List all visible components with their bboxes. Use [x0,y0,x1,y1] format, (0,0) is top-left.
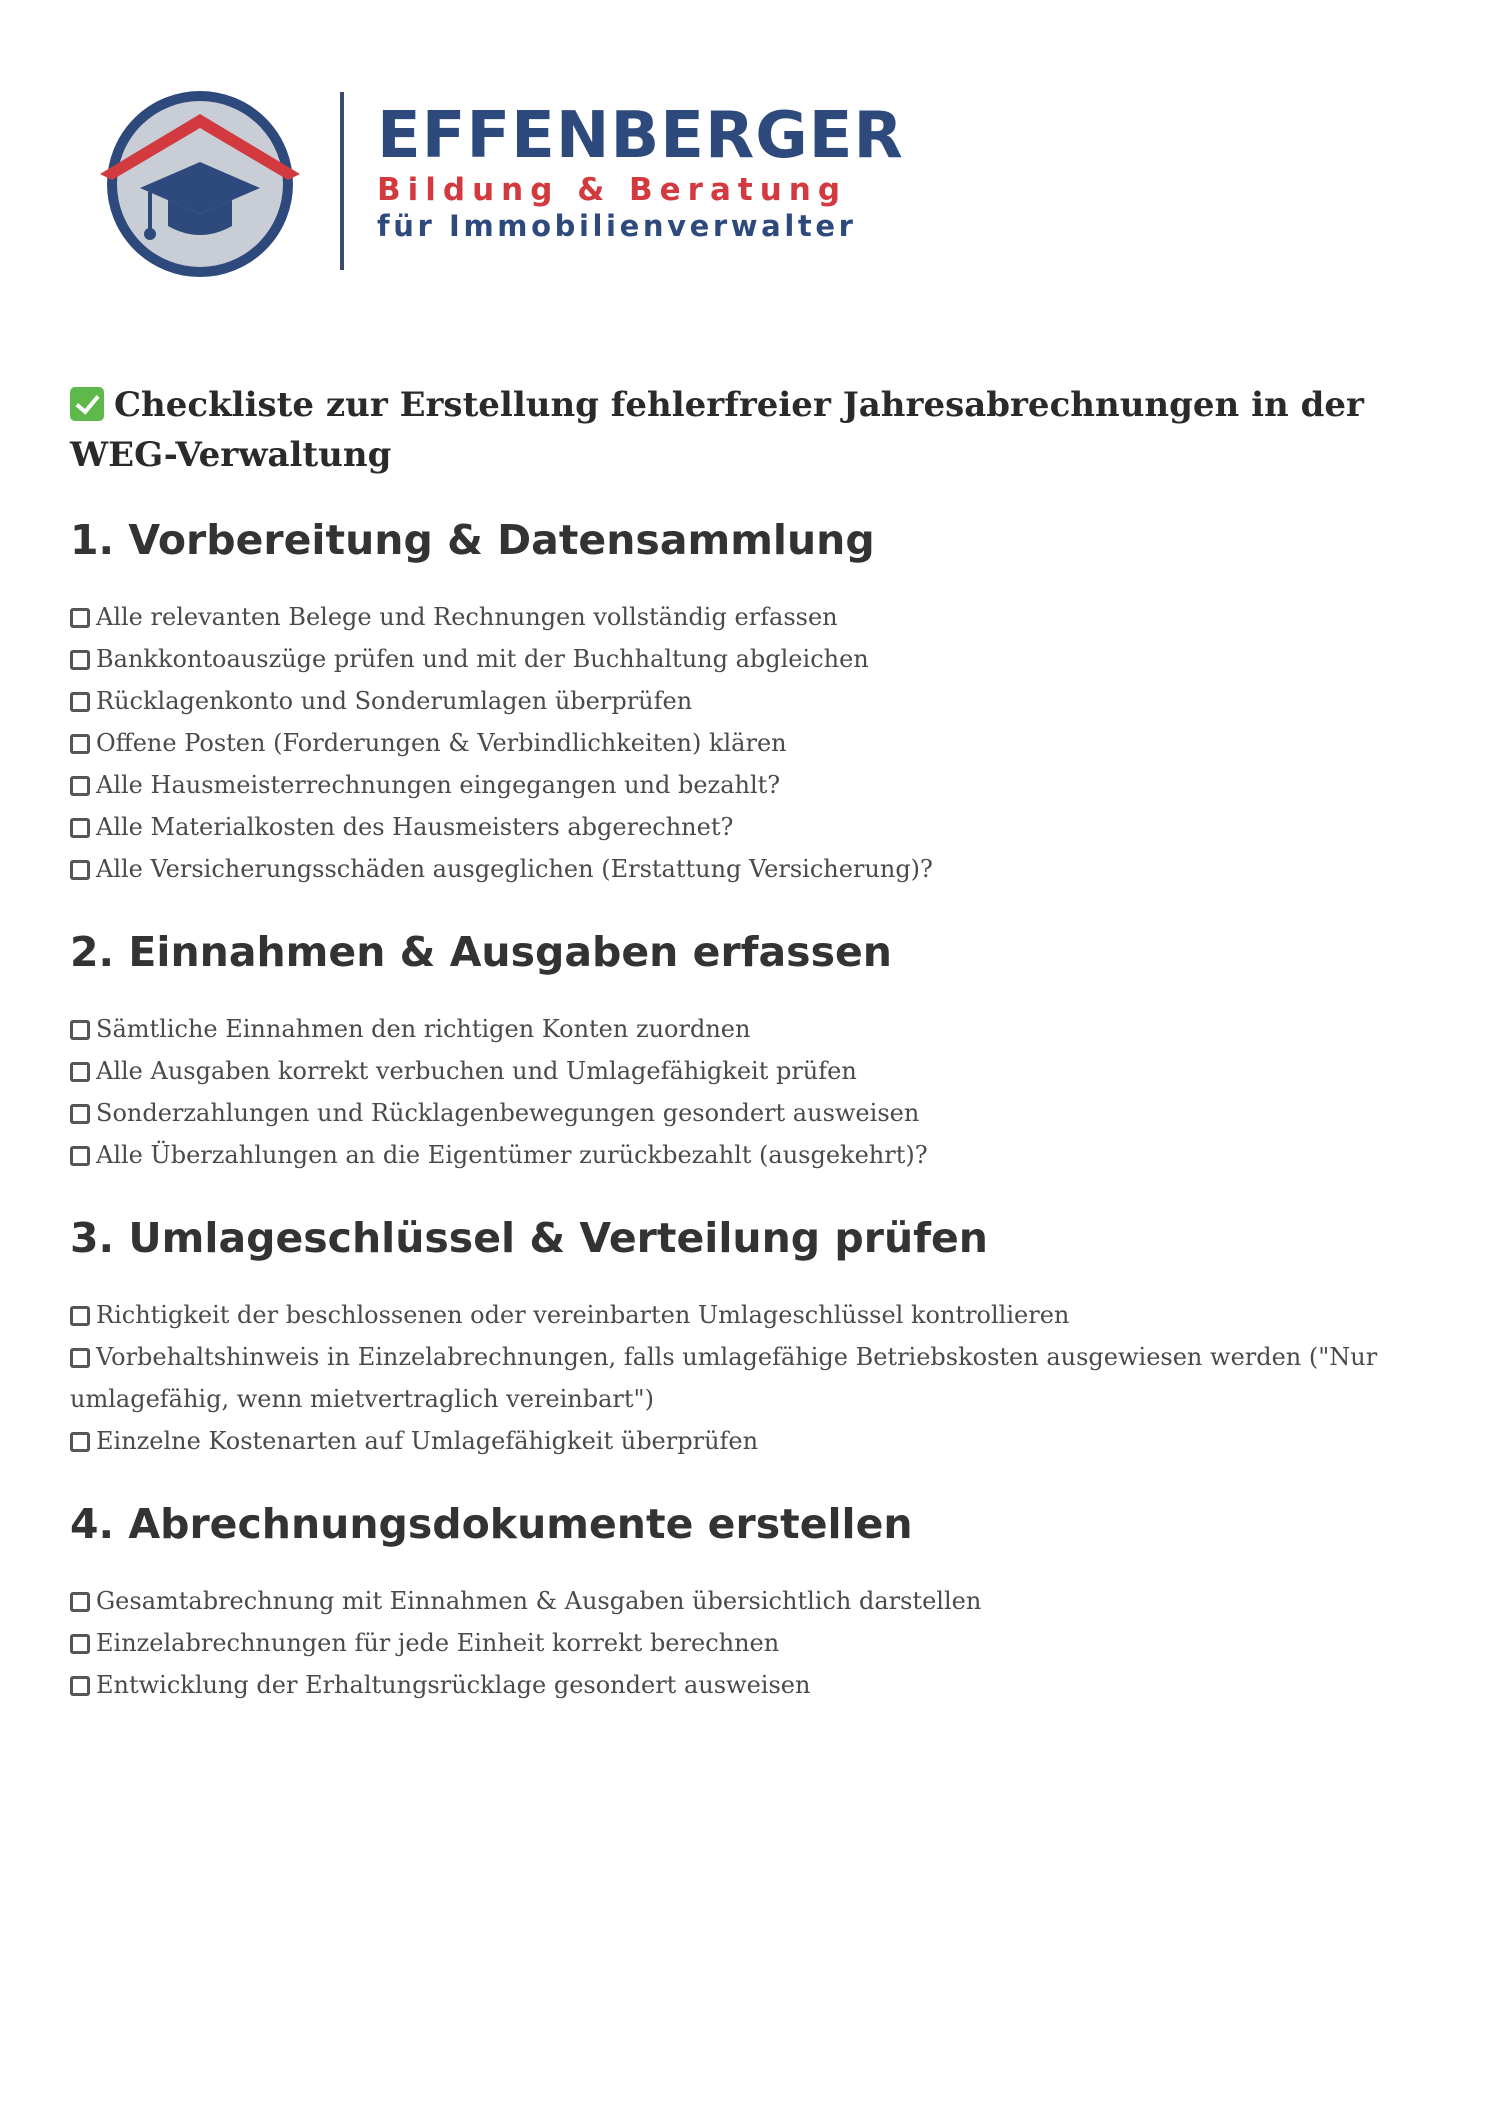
checklist-item [70,1664,1410,1706]
checklist-item-text: Alle Materialkosten des Hausmeisters abgerechnet? [96,813,734,841]
checkbox-icon[interactable] [70,608,90,628]
checkbox-icon[interactable] [70,1432,90,1452]
checklist [70,1008,1410,1176]
checklist-item [70,596,1410,638]
checklist-item-text: Rücklagenkonto und Sonderumlagen überprüfen [96,687,693,715]
check-mark-icon [70,387,104,421]
checkbox-icon[interactable] [70,818,90,838]
checkbox-icon[interactable] [70,1676,90,1696]
checklist-item-text: Sonderzahlungen und Rücklagenbewegungen gesondert ausweisen [96,1099,920,1127]
checkbox-icon[interactable] [70,734,90,754]
checklist-item [70,764,1410,806]
checklist-item-text: Vorbehaltshinweis in Einzelabrechnungen, falls umlagefähige Betriebskosten ausgewiesen werden ("Nur umlagefähig, wenn mietvertraglich vereinbart") [70,1343,1378,1413]
checklist-item [70,722,1410,764]
checklist-item [70,1008,1410,1050]
checklist-item [70,1336,1410,1420]
checklist-item-text: Entwicklung der Erhaltungsrücklage gesondert ausweisen [96,1671,811,1699]
checklist-item [70,1092,1410,1134]
checklist-item [70,1622,1410,1664]
checklist-item-text: Alle Überzahlungen an die Eigentümer zurückbezahlt (ausgekehrt)? [96,1141,928,1169]
checklist-item [70,1050,1410,1092]
checklist-item-text: Einzelabrechnungen für jede Einheit korrekt berechnen [96,1629,780,1657]
logo-tagline-primary: Bildung & Beratung [377,172,848,208]
checklist-item [70,1294,1410,1336]
checklist-item-text: Alle relevanten Belege und Rechnungen vollständig erfassen [96,603,838,631]
checklist [70,1580,1410,1706]
checklist-item-text: Bankkontoauszüge prüfen und mit der Buchhaltung abgleichen [96,645,869,673]
logo-emblem-icon [92,80,307,280]
checkbox-icon[interactable] [70,1592,90,1612]
checkbox-icon[interactable] [70,1306,90,1326]
section-heading: 1. Vorbereitung & Datensammlung [70,516,875,564]
checklist-item-text: Alle Ausgaben korrekt verbuchen und Umlagefähigkeit prüfen [96,1057,857,1085]
checklist-item-text: Einzelne Kostenarten auf Umlagefähigkeit überprüfen [96,1427,759,1455]
checklist-item [70,1580,1410,1622]
checklist-item [70,1420,1410,1462]
section-income-expenses [70,924,1410,1176]
checklist-item-text: Gesamtabrechnung mit Einnahmen & Ausgaben übersichtlich darstellen [96,1587,982,1615]
section-preparation [70,512,1410,890]
checklist-item [70,848,1410,890]
checklist-item-text: Alle Hausmeisterrechnungen eingegangen und bezahlt? [96,771,781,799]
checkbox-icon[interactable] [70,1104,90,1124]
checklist-item [70,1134,1410,1176]
checklist-item-text: Alle Versicherungsschäden ausgeglichen (Erstattung Versicherung)? [96,855,933,883]
checkbox-icon[interactable] [70,1062,90,1082]
checkbox-icon[interactable] [70,1020,90,1040]
checkbox-icon[interactable] [70,1634,90,1654]
checkbox-icon[interactable] [70,860,90,880]
checklist [70,596,1410,890]
document-title [70,380,1410,480]
checkbox-icon[interactable] [70,1348,90,1368]
logo-divider [340,92,344,270]
checkbox-icon[interactable] [70,692,90,712]
section-allocation [70,1210,1410,1462]
section-heading: 4. Abrechnungsdokumente erstellen [70,1500,913,1548]
section-heading: 2. Einnahmen & Ausgaben erfassen [70,928,892,976]
checklist-item-text: Richtigkeit der beschlossenen oder vereinbarten Umlageschlüssel kontrollieren [96,1301,1070,1329]
checklist-item-text: Offene Posten (Forderungen & Verbindlichkeiten) klären [96,729,787,757]
logo-tagline-secondary: für Immobilienverwalter [377,209,857,243]
checklist-item [70,680,1410,722]
company-logo [92,80,912,280]
logo-company-name: EFFENBERGER [377,99,904,173]
document-content [70,380,1410,1740]
checkbox-icon[interactable] [70,1146,90,1166]
checklist-item-text: Sämtliche Einnahmen den richtigen Konten zuordnen [96,1015,751,1043]
document-title-text: Checkliste zur Erstellung fehlerfreier Jahresabrechnungen in der WEG-Verwaltung [70,385,1364,475]
checklist-item [70,806,1410,848]
checkbox-icon[interactable] [70,776,90,796]
section-documents [70,1496,1410,1706]
checklist-item [70,638,1410,680]
checkbox-icon[interactable] [70,650,90,670]
section-heading: 3. Umlageschlüssel & Verteilung prüfen [70,1214,988,1262]
checklist [70,1294,1410,1462]
logo-wordmark [377,99,904,244]
